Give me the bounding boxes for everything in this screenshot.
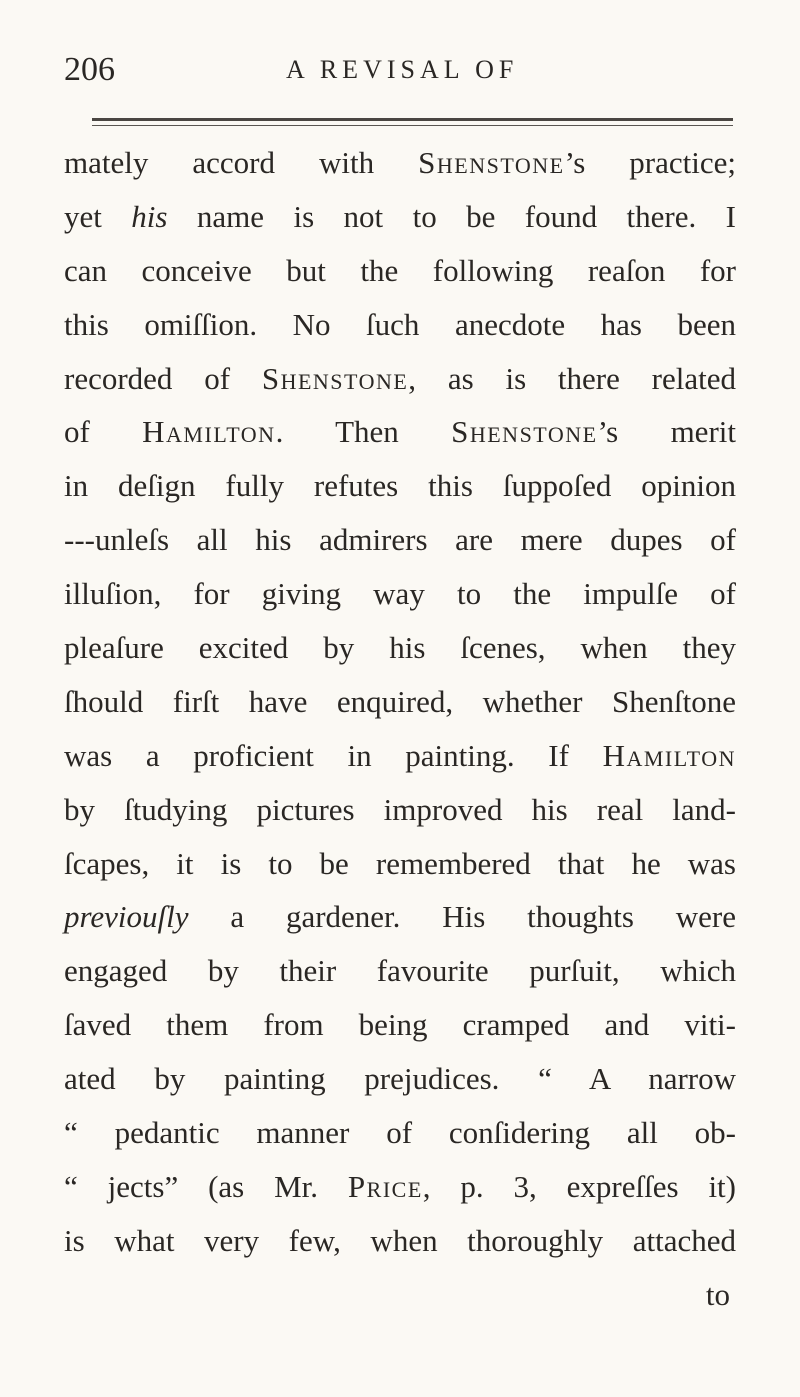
text-line <box>64 352 736 406</box>
text-run: recorded of <box>64 360 262 396</box>
text-run: ated by painting prejudices. “ A narrow <box>64 1061 736 1097</box>
text-line <box>64 1214 736 1268</box>
text-run: is what very few, when thoroughly attached <box>64 1222 736 1258</box>
catchword: to <box>705 1276 730 1312</box>
text-run: ’s merit <box>597 414 736 450</box>
text-line <box>64 405 736 459</box>
text-line <box>64 298 736 352</box>
small-caps-name: Hamilton <box>602 737 736 773</box>
text-run: ſaved them from being cramped and viti- <box>64 1007 736 1043</box>
text-run: ſcapes, it is to be remembered that he was <box>64 845 736 881</box>
text-run: engaged by their favourite purſuit, which <box>64 953 736 989</box>
italic-word: previouſly <box>64 899 189 935</box>
text-run: “ pedantic manner of conſidering all ob- <box>64 1115 736 1151</box>
body-text <box>64 136 736 1322</box>
text-run: “ jects” (as Mr. <box>64 1168 348 1204</box>
text-line <box>64 675 736 729</box>
text-run: ſhould firſt have enquired, whether Shenſtone <box>64 683 736 719</box>
text-run: . Then <box>275 414 452 450</box>
text-line <box>64 459 736 513</box>
page-number: 206 <box>64 51 115 88</box>
text-run: ---unleſs all his admirers are mere dupes of <box>64 522 736 558</box>
text-run: name is not to be found there. I <box>167 198 736 234</box>
text-line <box>64 567 736 621</box>
running-head: A REVISAL OF <box>286 55 519 84</box>
text-line <box>64 513 736 567</box>
text-line <box>64 729 736 783</box>
text-line <box>64 944 736 998</box>
italic-word: his <box>131 198 168 234</box>
text-line <box>64 783 736 837</box>
header-rule-thick <box>92 118 733 121</box>
text-line <box>64 1052 736 1106</box>
text-line <box>64 998 736 1052</box>
text-run: can conceive but the following reaſon for <box>64 252 736 288</box>
text-run: yet <box>64 198 132 234</box>
text-run: was a proficient in painting. If <box>64 737 603 773</box>
text-line <box>64 1106 736 1160</box>
header-rule-thin <box>92 125 733 126</box>
text-line <box>64 136 736 190</box>
small-caps-name: Hamilton <box>142 414 276 450</box>
text-line <box>64 890 736 944</box>
text-line <box>64 1160 736 1214</box>
small-caps-name: Price <box>347 1168 423 1204</box>
small-caps-name: Shenstone <box>451 414 598 450</box>
text-run: ’s practice; <box>564 145 736 180</box>
text-run: of <box>64 414 143 450</box>
small-caps-name: Shenstone <box>261 360 409 396</box>
text-run: mately accord with <box>64 145 419 180</box>
text-line <box>64 190 736 244</box>
text-run: by ſtudying pictures improved his real land- <box>64 791 736 827</box>
text-line <box>64 621 736 675</box>
text-line <box>64 244 736 298</box>
text-run: this omiſſion. No ſuch anecdote has been <box>64 306 736 342</box>
text-run: illuſion, for giving way to the impulſe of <box>64 576 736 612</box>
text-run: a gardener. His thoughts were <box>188 899 736 935</box>
text-run: , as is there related <box>408 360 737 396</box>
text-run: pleaſure excited by his ſcenes, when they <box>64 630 736 666</box>
page-header <box>64 48 736 92</box>
text-run: in deſign fully refutes this ſuppoſed opinion <box>64 468 736 504</box>
text-run: , p. 3, expreſſes it) <box>422 1168 736 1204</box>
small-caps-name: Shenstone <box>418 145 565 180</box>
text-line <box>64 837 736 891</box>
